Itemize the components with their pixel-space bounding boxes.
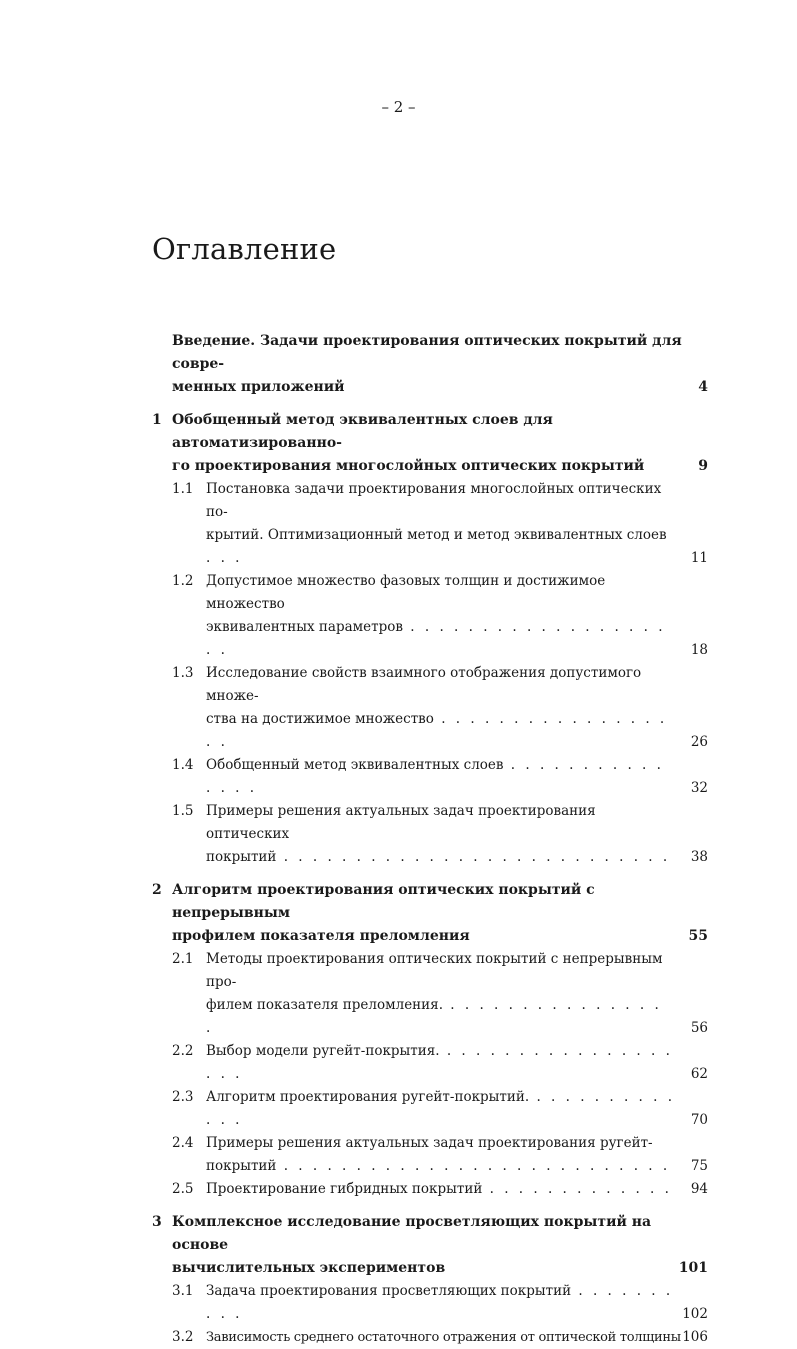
section-number: 1.4 — [172, 757, 194, 773]
section-line1: Задача проектирования просветляющих покрытий — [206, 1283, 572, 1299]
page-number: – 2 – — [381, 98, 416, 116]
section-number: 3.2 — [172, 1329, 194, 1345]
section-number: 1.1 — [172, 481, 194, 497]
section-number: 2.4 — [172, 1135, 194, 1151]
section-page: 26 — [690, 734, 708, 750]
section-page: 102 — [682, 1306, 708, 1322]
section-line2: эквивалентных параметров — [206, 619, 403, 635]
section-number: 1.5 — [172, 803, 194, 819]
toc-section-1-5[interactable]: 1.5 Примеры решения актуальных задач проектирования оптических покрытий . . . . . . . . . . . . . . . . . . . . . . . . . . . 38 — [152, 800, 712, 869]
section-line1: Постановка задачи проектирования многослойных оптических по- — [206, 481, 662, 520]
toc-section-2-4[interactable]: 2.4 Примеры решения актуальных задач проектирования ругейт- покрытий . . . . . . . . . . . . . . . . . . . . . . . . . . . 75 — [152, 1132, 712, 1178]
section-page: 62 — [690, 1066, 708, 1082]
section-line1: Допустимое множество фазовых толщин и достижимое множество — [206, 573, 606, 612]
toc-section-2-2[interactable]: 2.2 Выбор модели ругейт-покрытия. . . . . . . . . . . . . . . . . . . . 62 — [152, 1040, 712, 1086]
chapter-page: 101 — [678, 1260, 708, 1276]
section-number: 2.3 — [172, 1089, 194, 1105]
toc-intro[interactable] — [152, 330, 712, 399]
toc-section-1-4[interactable]: 1.4 Обобщенный метод эквивалентных слоев . . . . . . . . . . . . . . . 32 — [152, 754, 712, 800]
section-number: 2.2 — [172, 1043, 194, 1059]
section-page: 56 — [690, 1020, 708, 1036]
chapter-number: 1 — [152, 412, 162, 428]
section-page: 32 — [690, 780, 708, 796]
toc-chapter-1[interactable] — [152, 409, 712, 478]
page-title: Оглавление — [152, 232, 337, 266]
toc-intro-page: 4 — [698, 379, 708, 395]
section-page: 94 — [690, 1181, 708, 1197]
chapter-page: 55 — [688, 928, 708, 944]
section-page: 106 — [682, 1329, 708, 1345]
toc-chapter-2[interactable] — [152, 879, 712, 948]
section-line1: Обобщенный метод эквивалентных слоев — [206, 757, 504, 773]
section-number: 2.5 — [172, 1181, 194, 1197]
section-line1: Проектирование гибридных покрытий — [206, 1181, 483, 1197]
section-page: 18 — [690, 642, 708, 658]
toc-chapter-3[interactable] — [152, 1211, 712, 1280]
table-of-contents — [152, 330, 712, 1349]
toc-intro-line2: менных приложений — [172, 379, 345, 395]
toc-section-2-3[interactable]: 2.3 Алгоритм проектирования ругейт-покрытий. . . . . . . . . . . . . . 70 — [152, 1086, 712, 1132]
chapter-line1: Алгоритм проектирования оптических покрытий с непрерывным — [172, 882, 595, 921]
section-line2: покрытий — [206, 849, 277, 865]
chapter-line2: профилем показателя преломления — [172, 928, 470, 944]
chapter-page: 9 — [698, 458, 708, 474]
section-line2: покрытий — [206, 1158, 277, 1174]
chapter-number: 3 — [152, 1214, 162, 1230]
section-page: 38 — [690, 849, 708, 865]
toc-section-1-2[interactable]: 1.2 Допустимое множество фазовых толщин и достижимое множество эквивалентных параметров . . . . . . . . . . . . . . . . . . . . 18 — [152, 570, 712, 662]
chapter-line1: Комплексное исследование просветляющих покрытий на основе — [172, 1214, 652, 1253]
toc-section-2-5[interactable]: 2.5 Проектирование гибридных покрытий . . . . . . . . . . . . . 94 — [152, 1178, 712, 1201]
toc-section-2-1[interactable]: 2.1 Методы проектирования оптических покрытий с непрерывным про- филем показателя преломления. . . . . . . . . . . . . . . . . 56 — [152, 948, 712, 1040]
section-line1: Зависимость среднего остаточного отражения от оптической толщины — [206, 1330, 681, 1345]
section-number: 2.1 — [172, 951, 194, 967]
section-line2: ства на достижимое множество — [206, 711, 434, 727]
section-line1: Выбор модели ругейт-покрытия. — [206, 1043, 440, 1059]
toc-section-1-3[interactable]: 1.3 Исследование свойств взаимного отображения допустимого множе- ства на достижимое множество . . . . . . . . . . . . . . . . . . 26 — [152, 662, 712, 754]
section-line1: Методы проектирования оптических покрытий с непрерывным про- — [206, 951, 663, 990]
section-number: 1.2 — [172, 573, 194, 589]
section-number: 3.1 — [172, 1283, 194, 1299]
toc-section-3-2[interactable] — [152, 1326, 712, 1349]
section-line1: Примеры решения актуальных задач проектирования ругейт- — [206, 1135, 653, 1151]
toc-section-1-1[interactable]: 1.1 Постановка задачи проектирования многослойных оптических по- крытий. Оптимизационный метод и метод эквивалентных слоев . . . 11 — [152, 478, 712, 570]
section-page: 75 — [690, 1158, 708, 1174]
chapter-line2: вычислительных экспериментов — [172, 1260, 446, 1276]
chapter-number: 2 — [152, 882, 162, 898]
section-line2: крытий. Оптимизационный метод и метод эквивалентных слоев — [206, 527, 667, 543]
section-number: 1.3 — [172, 665, 194, 681]
section-page: 70 — [690, 1112, 708, 1128]
section-page: 11 — [690, 550, 708, 566]
chapter-line1: Обобщенный метод эквивалентных слоев для автоматизированно- — [172, 412, 553, 451]
section-line1: Исследование свойств взаимного отображения допустимого множе- — [206, 665, 642, 704]
section-line2: филем показателя преломления. — [206, 997, 443, 1013]
toc-intro-line1: Введение. Задачи проектирования оптических покрытий для совре- — [172, 333, 682, 372]
chapter-line2: го проектирования многослойных оптических покрытий — [172, 458, 645, 474]
toc-section-3-1[interactable]: 3.1 Задача проектирования просветляющих покрытий . . . . . . . . . . 102 — [152, 1280, 712, 1326]
section-line1: Примеры решения актуальных задач проектирования оптических — [206, 803, 596, 842]
section-line1: Алгоритм проектирования ругейт-покрытий. — [206, 1089, 530, 1105]
